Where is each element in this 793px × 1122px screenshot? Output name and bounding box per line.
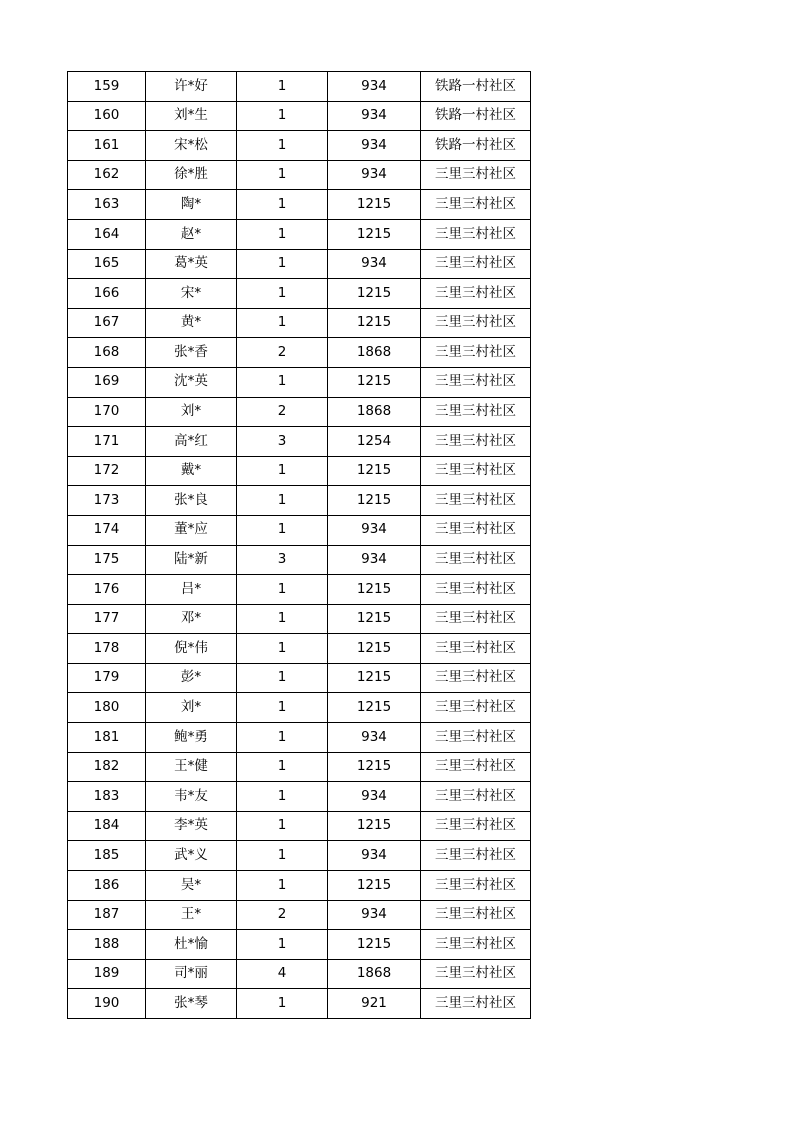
cell-amount: 1215 [328, 575, 421, 605]
cell-index: 180 [68, 693, 146, 723]
cell-amount: 934 [328, 131, 421, 161]
table-row [68, 190, 531, 220]
cell-count: 1 [237, 456, 328, 486]
cell-community: 三里三村社区 [421, 219, 531, 249]
table-row [68, 456, 531, 486]
table-row [68, 871, 531, 901]
cell-community: 三里三村社区 [421, 249, 531, 279]
cell-amount: 1215 [328, 604, 421, 634]
data-table [67, 71, 531, 1019]
cell-count: 1 [237, 308, 328, 338]
cell-amount: 1215 [328, 308, 421, 338]
cell-index: 181 [68, 723, 146, 753]
table-row [68, 160, 531, 190]
cell-count: 1 [237, 190, 328, 220]
cell-community: 三里三村社区 [421, 930, 531, 960]
cell-index: 179 [68, 663, 146, 693]
cell-count: 2 [237, 338, 328, 368]
cell-count: 1 [237, 604, 328, 634]
cell-count: 1 [237, 72, 328, 102]
cell-index: 177 [68, 604, 146, 634]
cell-amount: 1215 [328, 367, 421, 397]
cell-amount: 1215 [328, 456, 421, 486]
cell-count: 1 [237, 752, 328, 782]
cell-amount: 1254 [328, 427, 421, 457]
cell-index: 169 [68, 367, 146, 397]
cell-count: 1 [237, 486, 328, 516]
cell-community: 三里三村社区 [421, 160, 531, 190]
cell-community: 三里三村社区 [421, 279, 531, 309]
cell-index: 160 [68, 101, 146, 131]
cell-name: 倪*伟 [146, 634, 237, 664]
cell-name: 李*英 [146, 811, 237, 841]
cell-index: 163 [68, 190, 146, 220]
cell-community: 三里三村社区 [421, 397, 531, 427]
cell-community: 三里三村社区 [421, 486, 531, 516]
cell-community: 三里三村社区 [421, 515, 531, 545]
cell-name: 许*好 [146, 72, 237, 102]
table-row [68, 367, 531, 397]
cell-amount: 1215 [328, 871, 421, 901]
table-row [68, 989, 531, 1019]
cell-amount: 1215 [328, 219, 421, 249]
cell-index: 171 [68, 427, 146, 457]
cell-name: 杜*愉 [146, 930, 237, 960]
table-row [68, 545, 531, 575]
table-row [68, 930, 531, 960]
cell-count: 1 [237, 723, 328, 753]
cell-index: 183 [68, 782, 146, 812]
table-row [68, 515, 531, 545]
cell-community: 三里三村社区 [421, 308, 531, 338]
cell-community: 三里三村社区 [421, 634, 531, 664]
cell-name: 高*红 [146, 427, 237, 457]
cell-name: 宋* [146, 279, 237, 309]
table-row [68, 219, 531, 249]
cell-name: 韦*友 [146, 782, 237, 812]
cell-count: 1 [237, 101, 328, 131]
table-row [68, 308, 531, 338]
cell-index: 188 [68, 930, 146, 960]
cell-name: 徐*胜 [146, 160, 237, 190]
cell-amount: 1215 [328, 930, 421, 960]
cell-name: 黄* [146, 308, 237, 338]
cell-index: 184 [68, 811, 146, 841]
cell-amount: 1215 [328, 190, 421, 220]
cell-community: 三里三村社区 [421, 338, 531, 368]
cell-count: 1 [237, 693, 328, 723]
cell-community: 三里三村社区 [421, 693, 531, 723]
table-row [68, 811, 531, 841]
cell-community: 三里三村社区 [421, 367, 531, 397]
table-row [68, 634, 531, 664]
table-row [68, 249, 531, 279]
cell-amount: 934 [328, 72, 421, 102]
cell-community: 三里三村社区 [421, 959, 531, 989]
cell-count: 1 [237, 249, 328, 279]
cell-index: 172 [68, 456, 146, 486]
cell-amount: 934 [328, 160, 421, 190]
table-body [68, 72, 531, 1019]
table-row [68, 131, 531, 161]
table-row [68, 338, 531, 368]
table-row [68, 72, 531, 102]
cell-index: 173 [68, 486, 146, 516]
cell-index: 166 [68, 279, 146, 309]
table-row [68, 663, 531, 693]
cell-amount: 934 [328, 545, 421, 575]
cell-amount: 1215 [328, 279, 421, 309]
cell-community: 三里三村社区 [421, 871, 531, 901]
cell-index: 174 [68, 515, 146, 545]
cell-count: 1 [237, 782, 328, 812]
cell-name: 鲍*勇 [146, 723, 237, 753]
cell-index: 168 [68, 338, 146, 368]
cell-amount: 1215 [328, 634, 421, 664]
cell-community: 三里三村社区 [421, 427, 531, 457]
cell-count: 4 [237, 959, 328, 989]
cell-community: 铁路一村社区 [421, 131, 531, 161]
cell-index: 176 [68, 575, 146, 605]
cell-index: 167 [68, 308, 146, 338]
cell-community: 三里三村社区 [421, 989, 531, 1019]
cell-name: 赵* [146, 219, 237, 249]
table-row [68, 693, 531, 723]
cell-index: 170 [68, 397, 146, 427]
table-row [68, 397, 531, 427]
cell-amount: 1215 [328, 663, 421, 693]
cell-index: 182 [68, 752, 146, 782]
cell-community: 三里三村社区 [421, 604, 531, 634]
cell-amount: 934 [328, 841, 421, 871]
cell-community: 三里三村社区 [421, 575, 531, 605]
table-row [68, 752, 531, 782]
table-row [68, 604, 531, 634]
cell-count: 1 [237, 930, 328, 960]
cell-name: 王* [146, 900, 237, 930]
cell-amount: 1215 [328, 486, 421, 516]
cell-name: 吕* [146, 575, 237, 605]
cell-amount: 1868 [328, 338, 421, 368]
cell-index: 187 [68, 900, 146, 930]
cell-amount: 934 [328, 723, 421, 753]
cell-name: 张*琴 [146, 989, 237, 1019]
table-row [68, 575, 531, 605]
cell-community: 三里三村社区 [421, 811, 531, 841]
cell-community: 三里三村社区 [421, 663, 531, 693]
table-row [68, 723, 531, 753]
cell-count: 1 [237, 811, 328, 841]
cell-index: 162 [68, 160, 146, 190]
cell-community: 三里三村社区 [421, 752, 531, 782]
cell-name: 王*健 [146, 752, 237, 782]
cell-index: 186 [68, 871, 146, 901]
cell-count: 3 [237, 427, 328, 457]
cell-amount: 934 [328, 249, 421, 279]
cell-name: 司*丽 [146, 959, 237, 989]
cell-name: 吴* [146, 871, 237, 901]
cell-community: 铁路一村社区 [421, 72, 531, 102]
cell-count: 1 [237, 160, 328, 190]
cell-name: 张*良 [146, 486, 237, 516]
cell-amount: 934 [328, 515, 421, 545]
cell-index: 189 [68, 959, 146, 989]
cell-count: 1 [237, 575, 328, 605]
cell-index: 178 [68, 634, 146, 664]
table-row [68, 101, 531, 131]
cell-community: 三里三村社区 [421, 841, 531, 871]
cell-count: 1 [237, 663, 328, 693]
cell-name: 宋*松 [146, 131, 237, 161]
cell-amount: 921 [328, 989, 421, 1019]
cell-community: 三里三村社区 [421, 545, 531, 575]
cell-count: 1 [237, 634, 328, 664]
cell-count: 1 [237, 841, 328, 871]
cell-name: 沈*英 [146, 367, 237, 397]
cell-amount: 1215 [328, 811, 421, 841]
cell-index: 190 [68, 989, 146, 1019]
cell-count: 3 [237, 545, 328, 575]
cell-index: 185 [68, 841, 146, 871]
cell-community: 三里三村社区 [421, 782, 531, 812]
cell-name: 张*香 [146, 338, 237, 368]
table-row [68, 841, 531, 871]
cell-count: 1 [237, 989, 328, 1019]
cell-count: 1 [237, 871, 328, 901]
cell-community: 三里三村社区 [421, 900, 531, 930]
cell-name: 刘* [146, 397, 237, 427]
table-row [68, 427, 531, 457]
cell-amount: 1215 [328, 693, 421, 723]
cell-amount: 934 [328, 782, 421, 812]
cell-index: 175 [68, 545, 146, 575]
cell-count: 1 [237, 515, 328, 545]
cell-index: 164 [68, 219, 146, 249]
table-row [68, 486, 531, 516]
cell-name: 陶* [146, 190, 237, 220]
cell-community: 三里三村社区 [421, 723, 531, 753]
cell-name: 葛*英 [146, 249, 237, 279]
table-row [68, 959, 531, 989]
cell-amount: 934 [328, 900, 421, 930]
cell-count: 1 [237, 131, 328, 161]
cell-community: 铁路一村社区 [421, 101, 531, 131]
cell-amount: 934 [328, 101, 421, 131]
cell-name: 戴* [146, 456, 237, 486]
cell-index: 161 [68, 131, 146, 161]
cell-name: 陆*新 [146, 545, 237, 575]
cell-name: 武*义 [146, 841, 237, 871]
cell-name: 邓* [146, 604, 237, 634]
cell-index: 159 [68, 72, 146, 102]
cell-count: 2 [237, 900, 328, 930]
cell-name: 刘*生 [146, 101, 237, 131]
cell-name: 刘* [146, 693, 237, 723]
cell-amount: 1868 [328, 959, 421, 989]
cell-community: 三里三村社区 [421, 456, 531, 486]
cell-count: 2 [237, 397, 328, 427]
table-row [68, 782, 531, 812]
cell-amount: 1215 [328, 752, 421, 782]
cell-amount: 1868 [328, 397, 421, 427]
table-row [68, 900, 531, 930]
cell-name: 董*应 [146, 515, 237, 545]
cell-community: 三里三村社区 [421, 190, 531, 220]
cell-count: 1 [237, 219, 328, 249]
cell-index: 165 [68, 249, 146, 279]
cell-count: 1 [237, 367, 328, 397]
cell-count: 1 [237, 279, 328, 309]
table-row [68, 279, 531, 309]
cell-name: 彭* [146, 663, 237, 693]
